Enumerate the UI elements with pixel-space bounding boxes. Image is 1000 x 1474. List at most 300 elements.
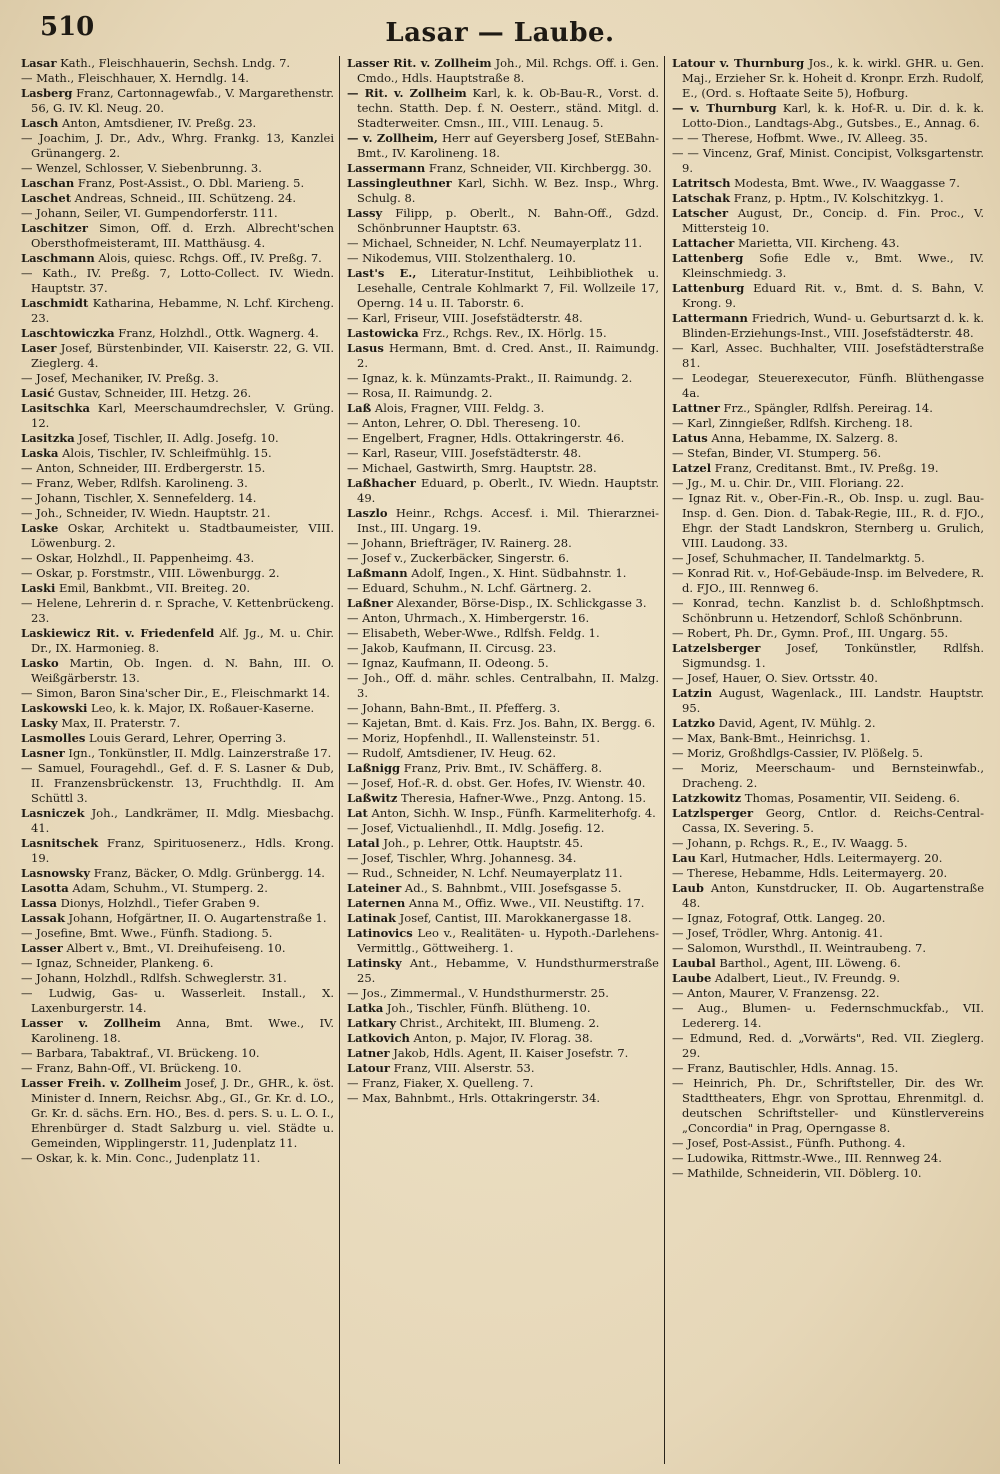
directory-entry (21, 1151, 334, 1166)
entry-details: Heinr., Rchgs. Accesf. i. Mil. Thierarznei-Inst., III. Ungarg. 19. (357, 506, 659, 535)
entry-details: — Johann, Holzhdl., Rdlfsh. Schweglerstr. 31. (21, 971, 287, 985)
entry-surname: Laska (21, 446, 59, 460)
directory-entry (21, 686, 334, 701)
entry-details: Theresia, Hafner-Wwe., Pnzg. Antong. 15. (397, 791, 647, 805)
entry-surname: Laschmann (21, 251, 95, 265)
directory-entry (672, 461, 984, 476)
entry-surname: Lat (347, 806, 368, 820)
directory-entry (21, 71, 334, 86)
entry-surname: Latinsky (347, 956, 402, 970)
entry-details: — Therese, Hebamme, Hdls. Leitermayerg. 20. (672, 866, 948, 880)
directory-entry (672, 941, 984, 956)
entry-details: Franz, VIII. Alserstr. 53. (389, 1061, 535, 1075)
directory-entry (672, 101, 984, 131)
entry-details: Oskar, Architekt u. Stadtbaumeister, VIII. Löwenburg. 2. (31, 521, 334, 550)
directory-entry (21, 221, 334, 251)
entry-details: Simon, Off. d. Erzh. Albrecht'schen Obersthofmeisteramt, III. Matthäusg. 4. (31, 221, 334, 250)
directory-entry (347, 1046, 659, 1061)
entry-details: — Josef, Victualienhdl., II. Mdlg. Josefig. 12. (347, 821, 605, 835)
entry-surname: Lasch (21, 116, 59, 130)
entry-details: — Engelbert, Fragner, Hdls. Ottakringerstr. 46. (347, 431, 625, 445)
entry-surname: Latkovich (347, 1031, 410, 1045)
entry-details: Franz, Schneider, VII. Kirchbergg. 30. (425, 161, 652, 175)
running-head: Lasar — Laube. (385, 18, 615, 48)
entry-details: Franz, p. Hptm., IV. Kolschitzkyg. 1. (730, 191, 944, 205)
entry-details: Adam, Schuhm., VI. Stumperg. 2. (68, 881, 268, 895)
directory-entry (21, 161, 334, 176)
directory-entry (347, 311, 659, 326)
directory-entry (21, 566, 334, 581)
entry-details: — Rudolf, Amtsdiener, IV. Heug. 62. (347, 746, 557, 760)
directory-entry (672, 1001, 984, 1031)
entry-details: Karl, Hutmacher, Hdls. Leitermayerg. 20. (695, 851, 943, 865)
entry-surname: Lau (672, 851, 696, 865)
entry-details: — Eduard, Schuhm., N. Lchf. Gärtnerg. 2. (347, 581, 592, 595)
directory-entry (672, 491, 984, 551)
directory-entry (347, 761, 659, 776)
directory-entry (347, 746, 659, 761)
entry-details: August, Dr., Concip. d. Fin. Proc., V. Mittersteig 10. (682, 206, 984, 235)
directory-entry (21, 446, 334, 461)
directory-entry (21, 896, 334, 911)
entry-details: — Joachim, J. Dr., Adv., Whrg. Frankg. 13, Kanzlei Grünangerg. 2. (21, 131, 334, 160)
directory-entry (347, 401, 659, 416)
entry-details: Anton, p. Major, IV. Florag. 38. (409, 1031, 593, 1045)
entry-details: Joh., p. Lehrer, Ottk. Hauptstr. 45. (379, 836, 584, 850)
entry-surname: Lasner (21, 746, 65, 760)
directory-entry (347, 581, 659, 596)
directory-entry (21, 866, 334, 881)
entry-details: Friedrich, Wund- u. Geburtsarzt d. k. k. Blinden-Erziehungs-Inst., VIII. Josefstädterstr. 48. (682, 311, 984, 340)
directory-entry (347, 506, 659, 536)
entry-surname: Latal (347, 836, 380, 850)
entry-details: — Moriz, Meerschaum- und Bernsteinwfab., Dracheng. 2. (672, 761, 984, 790)
directory-entry (672, 251, 984, 281)
entry-surname: Latkary (347, 1016, 397, 1030)
directory-entry (672, 476, 984, 491)
entry-details: — Michael, Schneider, N. Lchf. Neumayerplatz 11. (347, 236, 643, 250)
entry-surname: Latinovics (347, 926, 413, 940)
entry-surname: Laschan (21, 176, 75, 190)
entry-details: Georg, Cntlor. d. Reichs-Central-Cassa, IX. Severing. 5. (682, 806, 984, 835)
entry-surname: Latzelsberger (672, 641, 761, 655)
directory-entry (347, 986, 659, 1001)
entry-details: — Franz, Weber, Rdlfsh. Karolineng. 3. (21, 476, 248, 490)
entry-details: Franz, Creditanst. Bmt., IV. Preßg. 19. (711, 461, 939, 475)
entry-surname: Laternen (347, 896, 406, 910)
entry-surname: Lattner (672, 401, 720, 415)
directory-entry (21, 581, 334, 596)
directory-entry (347, 1076, 659, 1091)
entry-details: — Edmund, Red. d. „Vorwärts", Red. VII. Zieglerg. 29. (672, 1031, 984, 1060)
entry-details: — — Vincenz, Graf, Minist. Concipist, Volksgartenstr. 9. (672, 146, 984, 175)
directory-entry (21, 626, 334, 656)
directory-entry (21, 491, 334, 506)
entry-surname: Lasberg (21, 86, 73, 100)
directory-entry (347, 1031, 659, 1046)
directory-entry (347, 206, 659, 236)
directory-entry (347, 611, 659, 626)
entry-details: — Ignaz Rit. v., Ober-Fin.-R., Ob. Insp. u. zugl. Bau-Insp. d. Gen. Dion. d. Tabak-Regie, III., R. d. FJO., Ehgr. der Stadt Landskron, Sternberg u. Grulich, VIII. Laudong. 33. (672, 491, 984, 550)
entry-surname: Lasser v. Zollheim (21, 1016, 161, 1030)
entry-details: Filipp, p. Oberlt., N. Bahn-Off., Gdzd. Schönbrunner Hauptstr. 63. (357, 206, 659, 235)
entry-details: August, Wagenlack., III. Landstr. Hauptstr. 95. (682, 686, 984, 715)
directory-entry (21, 551, 334, 566)
directory-entry (672, 716, 984, 731)
entry-details: — Johann, p. Rchgs. R., E., IV. Waagg. 5. (672, 836, 908, 850)
directory-entry (21, 911, 334, 926)
entry-details: — Moriz, Hopfenhdl., II. Wallensteinstr. 51. (347, 731, 601, 745)
entry-details: Franz, Priv. Bmt., IV. Schäfferg. 8. (400, 761, 603, 775)
directory-entry (347, 821, 659, 836)
entry-surname: Latzkowitz (672, 791, 742, 805)
directory-entry (21, 1046, 334, 1061)
directory-entry (672, 641, 984, 671)
directory-entry (672, 596, 984, 626)
directory-entry (347, 641, 659, 656)
entry-details: Johann, Hofgärtner, II. O. Augartenstraße 1. (64, 911, 327, 925)
entry-surname: Latzko (672, 716, 716, 730)
directory-entry (347, 911, 659, 926)
entry-details: Joh., Landkrämer, II. Mdlg. Miesbachg. 41. (31, 806, 334, 835)
entry-details: Franz, Post-Assist., O. Dbl. Marieng. 5. (74, 176, 305, 190)
directory-entry (21, 746, 334, 761)
directory-entry (347, 731, 659, 746)
directory-entry (347, 161, 659, 176)
directory-entry (21, 731, 334, 746)
entry-surname: Lasmolles (21, 731, 86, 745)
entry-details: — Josef, Tischler, Whrg. Johannesg. 34. (347, 851, 577, 865)
entry-details: Leo v., Realitäten- u. Hypoth.-Darlehens-Vermittlg., Göttweiherg. 1. (357, 926, 659, 955)
directory-entry (347, 416, 659, 431)
directory-entry (21, 176, 334, 191)
entry-details: Max, II. Praterstr. 7. (57, 716, 181, 730)
entry-details: — Math., Fleischhauer, X. Herndlg. 14. (21, 71, 249, 85)
directory-entry (672, 971, 984, 986)
directory-entry (21, 476, 334, 491)
directory-entry (21, 881, 334, 896)
directory-entry (347, 791, 659, 806)
directory-entry (672, 746, 984, 761)
directory-entry (347, 236, 659, 251)
entry-surname: Latzlsperger (672, 806, 754, 820)
entry-details: Ign., Tonkünstler, II. Mdlg. Lainzerstraße 17. (64, 746, 332, 760)
directory-entry (347, 656, 659, 671)
entry-surname: Latritsch (672, 176, 731, 190)
directory-entry (21, 296, 334, 326)
entry-details: — Josef v., Zuckerbäcker, Singerstr. 6. (347, 551, 570, 565)
directory-entry (347, 716, 659, 731)
directory-entry (672, 956, 984, 971)
directory-entry (21, 836, 334, 866)
entry-details: — Joh., Schneider, IV. Wiedn. Hauptstr. 21. (21, 506, 271, 520)
entry-surname: Lateiner (347, 881, 402, 895)
entry-details: Emil, Bankbmt., VII. Breiteg. 20. (55, 581, 251, 595)
entry-surname: Laskowski (21, 701, 88, 715)
entry-details: — Barbara, Tabaktraf., VI. Brückeng. 10. (21, 1046, 260, 1060)
entry-surname: Latzel (672, 461, 712, 475)
entry-details: Ad., S. Bahnbmt., VIII. Josefsgasse 5. (401, 881, 622, 895)
entry-details: — Max, Bahnbmt., Hrls. Ottakringerstr. 34. (347, 1091, 601, 1105)
entry-details: David, Agent, IV. Mühlg. 2. (715, 716, 876, 730)
entry-surname: Laßner (347, 596, 394, 610)
entry-surname: Lattenberg (672, 251, 744, 265)
directory-entry (21, 506, 334, 521)
entry-details: — Franz, Bahn-Off., VI. Brückeng. 10. (21, 1061, 242, 1075)
entry-details: — Anton, Lehrer, O. Dbl. Thereseng. 10. (347, 416, 581, 430)
directory-entry (21, 521, 334, 551)
entry-surname: Lasser (21, 941, 63, 955)
entry-details: — Kajetan, Bmt. d. Kais. Frz. Jos. Bahn, IX. Bergg. 6. (347, 716, 656, 730)
entry-details: Eduard Rit. v., Bmt. d. S. Bahn, V. Krong. 9. (682, 281, 984, 310)
entry-details: — Josef, Mechaniker, IV. Preßg. 3. (21, 371, 219, 385)
entry-surname: Laube (672, 971, 712, 985)
directory-entry (21, 986, 334, 1016)
entry-surname: Lasser Freih. v. Zollheim (21, 1076, 182, 1090)
entry-details: Andreas, Schneid., III. Schützeng. 24. (71, 191, 296, 205)
entry-surname: Lasitzka (21, 431, 75, 445)
entry-details: Martin, Ob. Ingen. d. N. Bahn, III. O. Weißgärberstr. 13. (31, 656, 334, 685)
directory-entry (21, 1016, 334, 1046)
entry-surname: Laski (21, 581, 56, 595)
entry-details: Frz., Rchgs. Rev., IX. Hörlg. 15. (418, 326, 607, 340)
entry-surname: Lasnitschek (21, 836, 99, 850)
directory-entry (672, 851, 984, 866)
entry-details: Leo, k. k. Major, IX. Roßauer-Kaserne. (87, 701, 315, 715)
directory-entry (347, 956, 659, 986)
entry-surname: Lasus (347, 341, 384, 355)
entry-details: — Oskar, k. k. Min. Conc., Judenplatz 11. (21, 1151, 261, 1165)
entry-surname: Latschak (672, 191, 731, 205)
directory-entry (672, 401, 984, 416)
entry-surname: Laschtowiczka (21, 326, 115, 340)
directory-entry (347, 551, 659, 566)
directory-entry (21, 56, 334, 71)
entry-details: — Jg., M. u. Chir. Dr., VIII. Floriang. 22. (672, 476, 904, 490)
entry-details: Barthol., Agent, III. Löweng. 6. (715, 956, 901, 970)
entry-details: Hermann, Bmt. d. Cred. Anst., II. Raimundg. 2. (357, 341, 659, 370)
entry-details: — Franz, Fiaker, X. Quelleng. 7. (347, 1076, 534, 1090)
directory-entry (347, 896, 659, 911)
entry-surname: Lassa (21, 896, 57, 910)
column-3 (664, 56, 989, 1464)
directory-entry (21, 86, 334, 116)
entry-surname: Lassak (21, 911, 65, 925)
entry-surname: Laßmann (347, 566, 408, 580)
directory-entry (347, 1001, 659, 1016)
entry-surname: Lassingleuthner (347, 176, 452, 190)
entry-details: — Kath., IV. Preßg. 7, Lotto-Collect. IV. Wiedn. Hauptstr. 37. (21, 266, 334, 295)
directory-entry (347, 1016, 659, 1031)
entry-surname: Latour (347, 1061, 390, 1075)
entry-surname: Lastowicka (347, 326, 419, 340)
directory-entry (672, 131, 984, 146)
entry-details: Thomas, Posamentir, VII. Seideng. 6. (741, 791, 960, 805)
entry-surname: Latus (672, 431, 708, 445)
column-1 (14, 56, 339, 1464)
entry-details: — Salomon, Wursthdl., II. Weintraubeng. 7. (672, 941, 926, 955)
directory-entry (21, 206, 334, 221)
directory-entry (21, 251, 334, 266)
directory-entry (347, 866, 659, 881)
entry-details: Herr auf Geyersberg Josef, StEBahn-Bmt., IV. Karolineng. 18. (357, 131, 659, 160)
entry-details: — Karl, Raseur, VIII. Josefstädterstr. 48. (347, 446, 582, 460)
directory-entry (347, 251, 659, 266)
entry-surname: Lasić (21, 386, 55, 400)
directory-entry (347, 341, 659, 371)
directory-entry (347, 476, 659, 506)
entry-surname: Laubal (672, 956, 716, 970)
directory-entry (21, 596, 334, 626)
directory-entry (672, 191, 984, 206)
directory-entry (672, 686, 984, 716)
entry-details: Sofie Edle v., Bmt. Wwe., IV. Kleinschmiedg. 3. (682, 251, 984, 280)
entry-details: — Elisabeth, Weber-Wwe., Rdlfsh. Feldg. 1. (347, 626, 600, 640)
entry-details: — Jos., Zimmermal., V. Hundsthurmerstr. 25. (347, 986, 609, 1000)
column-2 (339, 56, 664, 1464)
entry-details: — Josef, Hof.-R. d. obst. Ger. Hofes, IV. Wienstr. 40. (347, 776, 646, 790)
entry-details: Anna, Hebamme, IX. Salzerg. 8. (707, 431, 899, 445)
entry-details: — Ludwig, Gas- u. Wasserleit. Install., X. Laxenburgerstr. 14. (21, 986, 334, 1015)
entry-surname: Lasnowsky (21, 866, 91, 880)
entry-surname: Lattacher (672, 236, 735, 250)
page-number: 510 (40, 12, 95, 42)
directory-entry (672, 791, 984, 806)
directory-entry (672, 1061, 984, 1076)
entry-details: — Josef, Schuhmacher, II. Tandelmarktg. 5. (672, 551, 925, 565)
directory-entry (347, 776, 659, 791)
entry-details: Gustav, Schneider, III. Hetzg. 26. (54, 386, 252, 400)
entry-details: — Ignaz, Kaufmann, II. Odeong. 5. (347, 656, 549, 670)
directory-entry (21, 401, 334, 431)
directory-entry (672, 56, 984, 101)
entry-details: Joh., Tischler, Fünfh. Blütheng. 10. (383, 1001, 591, 1015)
entry-details: Josef, J. Dr., GHR., k. öst. Minister d. Innern, Reichsr. Abg., GI., Gr. Kr. d. LO., Gr. Kr. d. sächs. Ern. HO., Bes. d. pers. S. u. L. O. I., Ehrenbürger d. Stadt Salzburg u. viel. Städte u. Gemeinden, Wipplingerstr. 11, Judenplatz 11. (31, 1076, 334, 1150)
entry-surname: — Rit. v. Zollheim (347, 86, 467, 100)
directory-entry (21, 266, 334, 296)
directory-entry (347, 836, 659, 851)
entry-details: Louis Gerard, Lehrer, Operring 3. (85, 731, 287, 745)
entry-details: — Oskar, Holzhdl., II. Pappenheimg. 43. (21, 551, 255, 565)
entry-details: Anna, Bmt. Wwe., IV. Karolineng. 18. (31, 1016, 334, 1045)
entry-details: — Simon, Baron Sina'scher Dir., E., Fleischmarkt 14. (21, 686, 330, 700)
entry-details: Jos., k. k. wirkl. GHR. u. Gen. Maj., Erzieher Sr. k. Hoheit d. Kronpr. Erzh. Rudolf, E., (Ord. s. Hoftaate Seite 5), Hofburg. (682, 56, 984, 100)
entry-details: — Karl, Zinngießer, Rdlfsh. Kircheng. 18. (672, 416, 913, 430)
entry-details: Dionys, Holzhdl., Tiefer Graben 9. (56, 896, 260, 910)
directory-entry (21, 971, 334, 986)
directory-entry (347, 371, 659, 386)
entry-details: — Josef, Post-Assist., Fünfh. Puthong. 4. (672, 1136, 906, 1150)
entry-surname: Lasko (21, 656, 59, 670)
entry-surname: Laub (672, 881, 704, 895)
directory-entry (21, 656, 334, 686)
directory-entry (347, 266, 659, 311)
entry-surname: Lattermann (672, 311, 748, 325)
directory-entry (347, 1091, 659, 1106)
entry-details: Anton, Amtsdiener, IV. Preßg. 23. (58, 116, 257, 130)
directory-entry (347, 86, 659, 131)
directory-entry (21, 1061, 334, 1076)
entry-details: — Josef, Trödler, Whrg. Antonig. 41. (672, 926, 883, 940)
entry-surname: Latscher (672, 206, 729, 220)
directory-entry (672, 1031, 984, 1061)
entry-details: Alois, quiesc. Rchgs. Off., IV. Preßg. 7. (94, 251, 322, 265)
entry-details: — Konrad, techn. Kanzlist b. d. Schloßhptmsch. Schönbrunn u. Hetzendorf, Schloß Schönbrunn. (672, 596, 984, 625)
directory-entry (672, 176, 984, 191)
entry-details: Anna M., Offiz. Wwe., VII. Neustiftg. 17. (405, 896, 645, 910)
directory-entry (21, 326, 334, 341)
entry-details: — Heinrich, Ph. Dr., Schriftsteller, Dir. des Wr. Stadttheaters, Ehgr. von Sprottau, Ehrenmitgl. d. deutschen Schriftsteller- und Künstlervereins „Concordia" in Prag, Operngasse 8. (672, 1076, 984, 1135)
entry-surname: Laske (21, 521, 59, 535)
directory-entry (347, 431, 659, 446)
entry-details: Alois, Fragner, VIII. Feldg. 3. (371, 401, 545, 415)
entry-details: Alois, Tischler, IV. Schleifmühlg. 15. (58, 446, 272, 460)
entry-surname: Lasniczek (21, 806, 85, 820)
entry-details: — Johann, Bahn-Bmt., II. Pfefferg. 3. (347, 701, 561, 715)
directory-entry (347, 566, 659, 581)
directory-entry (21, 461, 334, 476)
entry-surname: Lassy (347, 206, 383, 220)
directory-entry (21, 701, 334, 716)
directory-entry (21, 341, 334, 371)
entry-details: Josef, Cantist, III. Marokkanergasse 18. (396, 911, 632, 925)
directory-entry (672, 236, 984, 251)
directory-entry (672, 416, 984, 431)
directory-entry (347, 176, 659, 206)
entry-details: — Johann, Tischler, X. Sennefelderg. 14. (21, 491, 257, 505)
entry-surname: Lattenburg (672, 281, 745, 295)
directory-entry (672, 671, 984, 686)
directory-entry (672, 371, 984, 401)
entry-details: — Karl, Friseur, VIII. Josefstädterstr. 48. (347, 311, 583, 325)
entry-details: Kath., Fleischhauerin, Sechsh. Lndg. 7. (56, 56, 291, 70)
directory-entry (21, 431, 334, 446)
directory-entry (672, 761, 984, 791)
entry-details: — Ludowika, Rittmstr.-Wwe., III. Rennweg 24. (672, 1151, 942, 1165)
directory-entry (347, 926, 659, 956)
directory-entry (347, 131, 659, 161)
directory-entry (672, 446, 984, 461)
directory-entry (347, 326, 659, 341)
directory-entry (672, 1166, 984, 1181)
entry-details: Literatur-Institut, Leihbibliothek u. Lesehalle, Centrale Kohlmarkt 7, Fil. Wollzeile 17, Operng. 14 u. II. Taborstr. 6. (357, 266, 659, 310)
directory-entry (672, 731, 984, 746)
directory-columns (14, 56, 990, 1464)
directory-entry (347, 446, 659, 461)
directory-entry (672, 431, 984, 446)
entry-surname: Latka (347, 1001, 384, 1015)
entry-details: — Ignaz, Fotograf, Ottk. Langeg. 20. (672, 911, 886, 925)
entry-surname: Lasar (21, 56, 57, 70)
entry-details: — Samuel, Fouragehdl., Gef. d. F. S. Lasner & Dub, II. Franzensbrückenstr. 13, Fruchthdlg. II. Am Schüttl 3. (21, 761, 334, 805)
entry-surname: Lassermann (347, 161, 426, 175)
entry-details: — Helene, Lehrerin d. r. Sprache, V. Kettenbrückeng. 23. (21, 596, 334, 625)
entry-surname: Laschmidt (21, 296, 89, 310)
entry-details: Adolf, Ingen., X. Hint. Südbahnstr. 1. (407, 566, 627, 580)
entry-details: — Wenzel, Schlosser, V. Siebenbrunng. 3. (21, 161, 262, 175)
directory-entry (672, 1151, 984, 1166)
entry-details: Eduard, p. Oberlt., IV. Wiedn. Hauptstr. 49. (357, 476, 659, 505)
entry-details: Jakob, Hdls. Agent, II. Kaiser Josefstr. 7. (389, 1046, 629, 1060)
entry-details: — Karl, Assec. Buchhalter, VIII. Josefstädterstraße 81. (672, 341, 984, 370)
entry-details: — Franz, Bautischler, Hdls. Annag. 15. (672, 1061, 899, 1075)
directory-entry (672, 626, 984, 641)
entry-details: Alf. Jg., M. u. Chir. Dr., IX. Harmonieg. 8. (31, 626, 335, 655)
entry-details: — — Therese, Hofbmt. Wwe., IV. Alleeg. 35. (672, 131, 928, 145)
entry-surname: Laschitzer (21, 221, 88, 235)
directory-entry (347, 536, 659, 551)
entry-surname: Laschet (21, 191, 72, 205)
